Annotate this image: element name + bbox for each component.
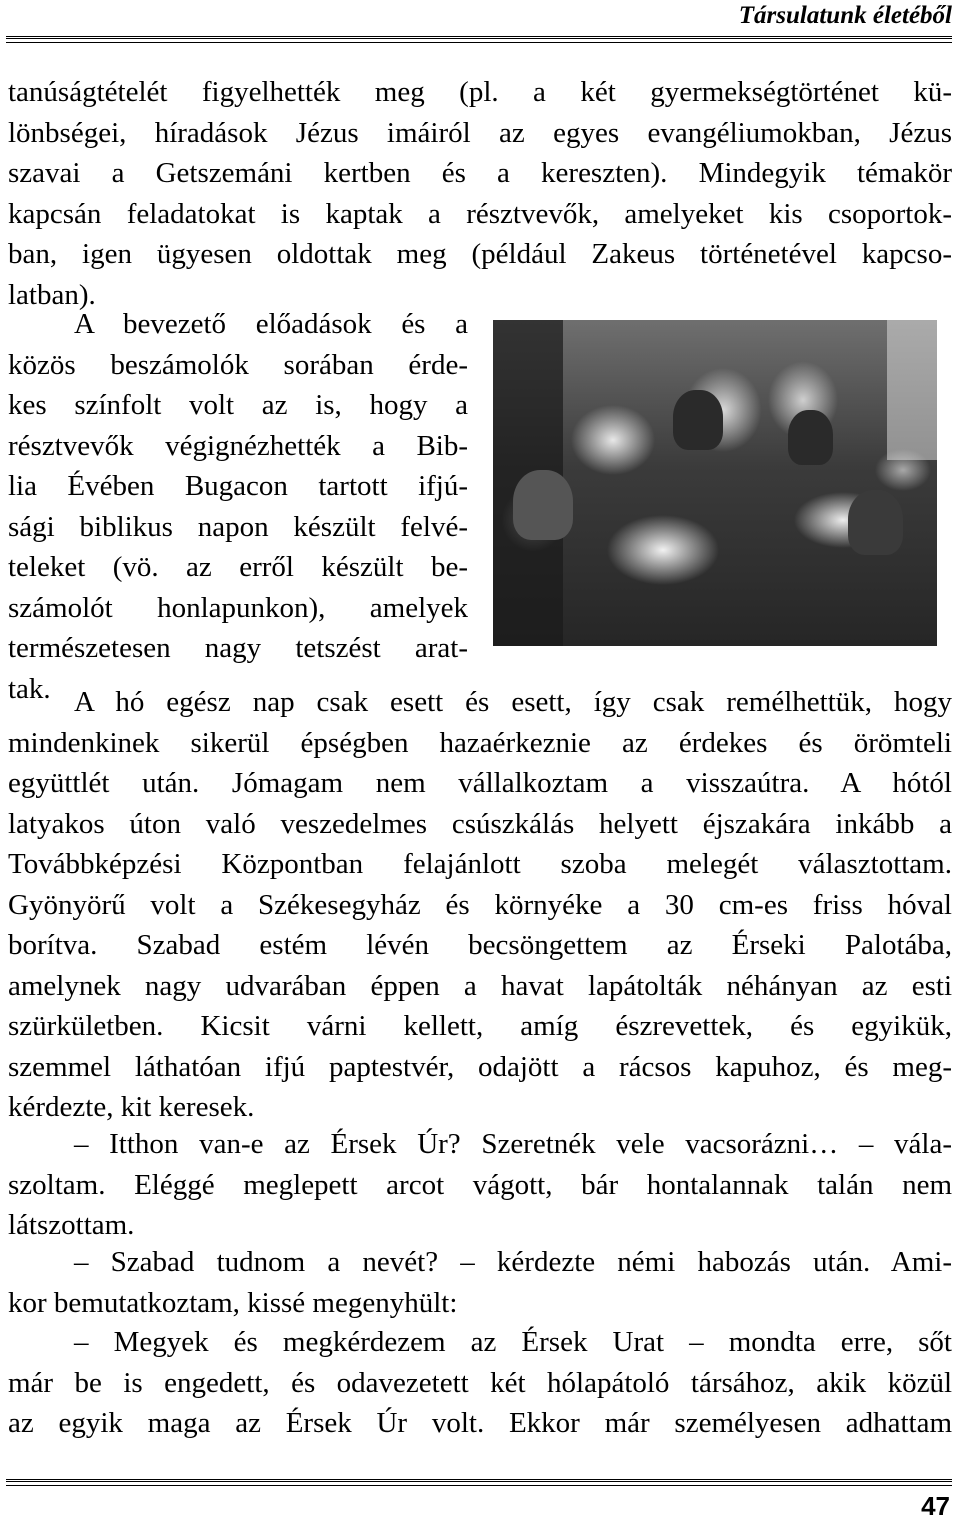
text-line: Továbbképzési Központban felajánlott szoba melegét választottam. bbox=[8, 848, 952, 880]
text-line: tanúságtételét figyelhették meg (pl. a két gyermekségtörténet kü- bbox=[8, 76, 952, 108]
text-line: kes színfolt volt az is, hogy a bbox=[8, 389, 468, 421]
paragraph-2 bbox=[8, 304, 468, 709]
header-rule bbox=[6, 36, 952, 43]
paragraph-4 bbox=[8, 1124, 952, 1246]
paragraph-6 bbox=[8, 1322, 952, 1444]
text-line: borítva. Szabad estém lévén becsöngettem az Érseki Palotába, bbox=[8, 929, 952, 961]
text-line: szavai a Getszemáni kertben és a kereszten). Mindegyik témakör bbox=[8, 157, 952, 189]
text-line: kérdezte, kit keresek. bbox=[8, 1091, 255, 1123]
text-line: mindenkinek sikerül épségben hazaérkeznie az érdekes és örömteli bbox=[8, 726, 952, 759]
text-line: A bevezető előadások és a bbox=[74, 308, 468, 340]
text-line: – Megyek és megkérdezem az Érsek Urat – mondta erre, sőt bbox=[74, 1326, 952, 1358]
text-line: számolót honlapunkon), amelyek bbox=[8, 591, 468, 624]
text-line: sági biblikus napon készült felvé- bbox=[8, 510, 468, 543]
paragraph-3 bbox=[8, 682, 952, 1128]
text-line: együttlét után. Jómagam nem vállalkoztam a visszaútra. A hótól bbox=[8, 767, 952, 799]
text-line: résztvevők végignézhették a Bib- bbox=[8, 429, 468, 462]
text-line: latban). bbox=[8, 278, 96, 311]
text-line: amelynek nagy udvarában éppen a havat lapátolták néhányan az esti bbox=[8, 969, 952, 1002]
group-meeting-photo bbox=[493, 320, 937, 646]
text-line: lönbségei, híradások Jézus imáiról az egyes evangéliumokban, Jézus bbox=[8, 116, 952, 149]
text-line: szemmel láthatóan ifjú paptestvér, odajött a rácsos kapuhoz, és meg- bbox=[8, 1050, 952, 1083]
text-line: az egyik maga az Érsek Úr volt. Ekkor már személyesen adhattam bbox=[8, 1407, 952, 1439]
text-line: A hó egész nap csak esett és esett, így csak remélhettük, hogy bbox=[74, 686, 952, 718]
text-line: – Itthon van-e az Érsek Úr? Szeretnék vele vacsorázni… – vála- bbox=[74, 1128, 952, 1160]
paragraph-1 bbox=[8, 72, 952, 315]
text-line: lia Évében Bugacon tartott ifjú- bbox=[8, 470, 468, 502]
text-line: szürkületben. Kicsit várni kellett, amíg észrevettek, és egyikük, bbox=[8, 1010, 952, 1042]
text-line: már be is engedett, és odavezetett két hólapátoló társához, akik közül bbox=[8, 1366, 952, 1399]
text-line: kor bemutatkoztam, kissé megenyhült: bbox=[8, 1286, 458, 1319]
text-line: természetesen nagy tetszést arat- bbox=[8, 632, 468, 664]
text-line: kapcsán feladatokat is kaptak a résztvevők, amelyeket kis csoportok- bbox=[8, 197, 952, 230]
text-line: Gyönyörű volt a Székesegyház és környéke a 30 cm-es friss hóval bbox=[8, 888, 952, 921]
running-header: Társulatunk életéből bbox=[738, 2, 952, 29]
text-line: – Szabad tudnom a nevét? – kérdezte némi habozás után. Ami- bbox=[74, 1246, 952, 1278]
text-line: látszottam. bbox=[8, 1209, 135, 1241]
text-line: szoltam. Eléggé meglepett arcot vágott, bár hontalannak talán nem bbox=[8, 1168, 952, 1201]
text-line: latyakos úton való veszedelmes csúszkálás helyett éjszakára inkább a bbox=[8, 807, 952, 840]
page-number: 47 bbox=[921, 1491, 950, 1521]
footer-rule bbox=[6, 1479, 952, 1486]
text-line: közös beszámolók sorában érde- bbox=[8, 348, 468, 381]
text-line: ban, igen ügyesen oldottak meg (például Zakeus történetével kapcso- bbox=[8, 238, 952, 270]
paragraph-5 bbox=[8, 1242, 952, 1323]
text-line: teleket (vö. az erről készült be- bbox=[8, 551, 468, 583]
text-line: tak. bbox=[8, 672, 51, 705]
